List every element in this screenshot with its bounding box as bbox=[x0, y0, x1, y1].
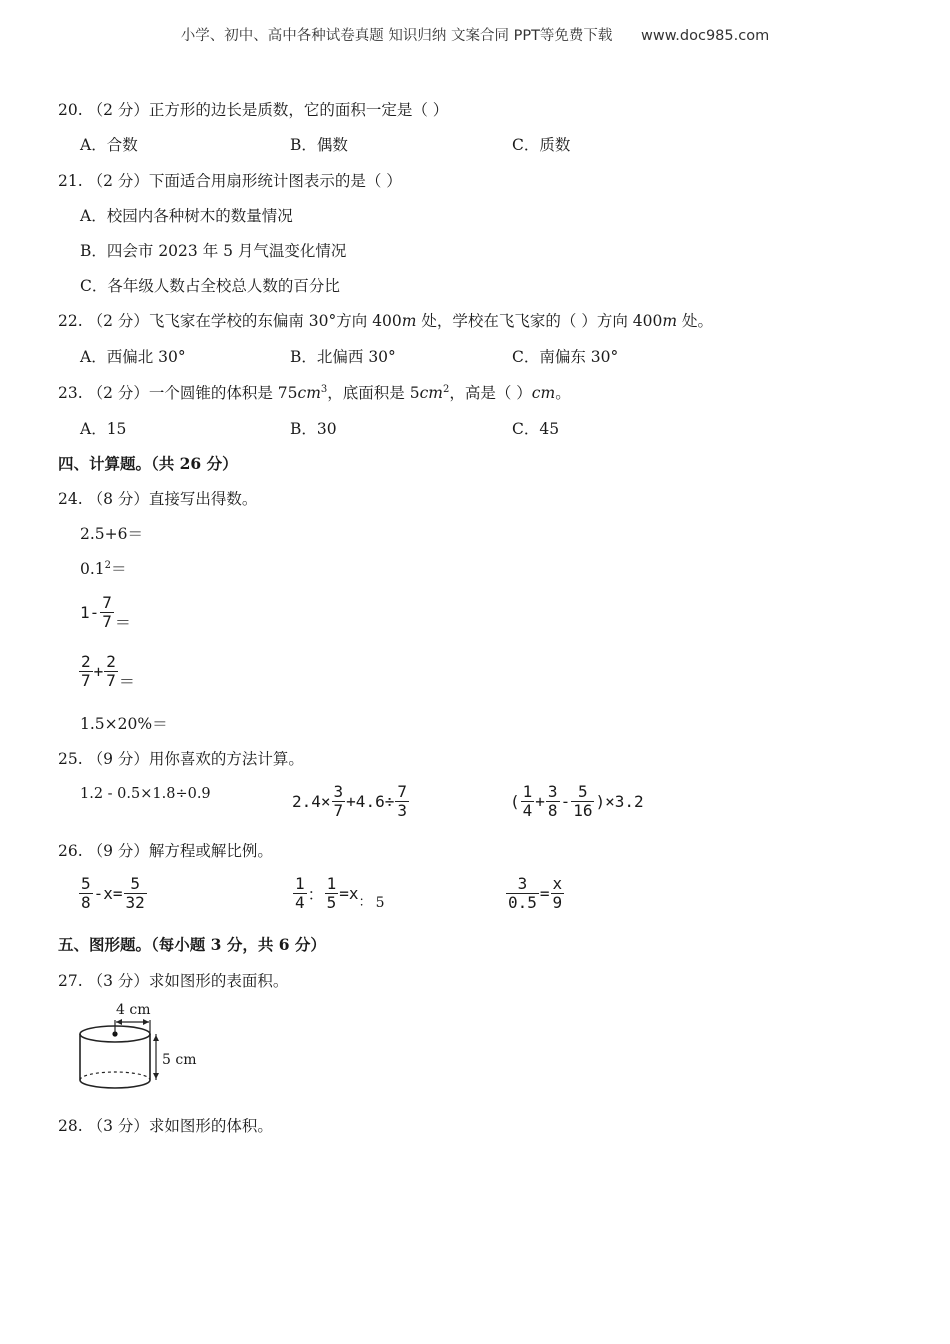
fraction-numerator: x bbox=[552, 874, 563, 893]
q27-stem: 27. （3 分）求如图形的表面积。 bbox=[58, 972, 289, 990]
q26-eq2-colon-2: ： bbox=[358, 895, 372, 910]
fraction-denominator: 7 bbox=[106, 671, 116, 690]
q25-expr-1: 1.2 - 0.5×1.8÷0.9 bbox=[80, 786, 211, 802]
q23-option-b: B．30 bbox=[290, 420, 337, 438]
q28-stem: 28. （3 分）求如图形的体积。 bbox=[58, 1117, 273, 1135]
fraction-numerator: 5 bbox=[578, 782, 588, 801]
q26-eq2-last: 5 bbox=[375, 894, 385, 911]
q25-expr-2-part1: 2.4× bbox=[292, 792, 331, 811]
fraction-denominator: 7 bbox=[333, 801, 344, 820]
q25-expr-2-fraction-2 bbox=[395, 783, 409, 820]
fraction-denominator: 0.5 bbox=[508, 893, 537, 912]
q24-expr-2 bbox=[80, 559, 127, 579]
fraction-denominator: 9 bbox=[552, 893, 563, 912]
q22-option-c: C．南偏东 30° bbox=[512, 348, 619, 366]
q21-option-c: C．各年级人数占全校总人数的百分比 bbox=[80, 277, 340, 295]
q25-expr-3-operator-2: - bbox=[560, 792, 571, 811]
q26-equation-2 bbox=[292, 875, 385, 912]
label-radius: 4 cm bbox=[116, 1002, 151, 1018]
fraction-numerator: 7 bbox=[102, 593, 112, 612]
q24-expr-3-fraction bbox=[100, 594, 114, 631]
q23-option-c: C．45 bbox=[512, 420, 560, 438]
q23-power2: 2 bbox=[442, 384, 450, 395]
q24-expr-4-eq: ＝ bbox=[118, 672, 135, 691]
q23-stem-part3: ，高是（ ） bbox=[449, 384, 532, 402]
q24-expr-4-operator: + bbox=[93, 662, 104, 681]
fraction-numerator: 2 bbox=[106, 652, 116, 671]
q25-stem: 25. （9 分）用你喜欢的方法计算。 bbox=[58, 750, 304, 768]
q25-expr-2-fraction-1 bbox=[332, 783, 346, 820]
cylinder-bottom-back bbox=[80, 1072, 150, 1080]
q26-eq2-fraction-1 bbox=[293, 875, 307, 912]
q21-stem: 21. （2 分）下面适合用扇形统计图表示的是（ ） bbox=[58, 172, 402, 190]
q22-unit2: m bbox=[662, 312, 678, 330]
fraction-numerator: 1 bbox=[522, 782, 533, 801]
fraction-denominator: 8 bbox=[547, 801, 558, 820]
fraction-numerator: 3 bbox=[547, 782, 558, 801]
q24-expr-2-base: 0.1 bbox=[80, 560, 105, 578]
header-text: 小学、初中、高中各种试卷真题 知识归纳 文案合同 PPT等免费下载 bbox=[180, 28, 613, 44]
q20-option-a: A．合数 bbox=[80, 136, 138, 154]
label-height: 5 cm bbox=[162, 1052, 197, 1068]
q22-stem-part2: 处，学校在飞飞家的（ ）方向 400 bbox=[416, 312, 663, 330]
q20-stem: 20. （2 分）正方形的边长是质数，它的面积一定是（ ） bbox=[58, 101, 449, 119]
q26-eq3-fraction-2 bbox=[551, 875, 565, 912]
fraction-denominator: 3 bbox=[397, 801, 407, 820]
section-4-title: 四、计算题。（共 26 分） bbox=[58, 454, 238, 473]
q24-expr-5: 1.5×20%＝ bbox=[80, 715, 168, 733]
q22-stem-part3: 处。 bbox=[677, 312, 713, 330]
q26-equation-1 bbox=[78, 875, 148, 912]
header-url[interactable]: www.doc985.com bbox=[641, 28, 770, 44]
q24-expr-1: 2.5+6＝ bbox=[80, 525, 143, 543]
section-5-title: 五、图形题。（每小题 3 分，共 6 分） bbox=[58, 935, 326, 954]
q26-eq2-fraction-2 bbox=[325, 875, 339, 912]
q24-expr-2-power: 2 bbox=[104, 560, 112, 571]
q24-expr-3-left: 1- bbox=[80, 603, 100, 622]
q24-expr-4-fraction-1 bbox=[79, 653, 93, 690]
q22-stem-part1: 22. （2 分）飞飞家在学校的东偏南 30°方向 400 bbox=[58, 312, 402, 330]
q22-option-a: A．西偏北 30° bbox=[80, 348, 186, 366]
q26-eq3-fraction-1 bbox=[506, 875, 539, 912]
q25-expr-3-operator-1: + bbox=[535, 792, 545, 811]
q25-expr-3-fraction-1 bbox=[521, 783, 535, 820]
q24-stem: 24. （8 分）直接写出得数。 bbox=[58, 490, 258, 508]
q25-expr-3 bbox=[510, 783, 644, 820]
fraction-denominator: 7 bbox=[102, 612, 112, 631]
q23-unit1: cm bbox=[297, 384, 321, 402]
q25-expr-2-part2: +4.6÷ bbox=[346, 792, 395, 811]
q24-expr-4 bbox=[78, 651, 135, 692]
fraction-numerator: 3 bbox=[333, 782, 344, 801]
q25-expr-3-fraction-2 bbox=[546, 783, 560, 820]
q23-option-a: A．15 bbox=[80, 420, 127, 438]
q26-eq2-equals: =x bbox=[339, 884, 359, 903]
fraction-numerator: 2 bbox=[81, 652, 91, 671]
height-arrowhead-top bbox=[153, 1035, 159, 1041]
q24-expr-3 bbox=[80, 592, 131, 633]
q23-stem-part4: 。 bbox=[555, 384, 571, 402]
q23-unit2: cm bbox=[419, 384, 443, 402]
q20-option-b: B．偶数 bbox=[290, 136, 348, 154]
q21-option-a: A．校园内各种树木的数量情况 bbox=[80, 207, 293, 225]
q25-expr-3-fraction-3 bbox=[571, 783, 594, 820]
q26-eq1-middle: -x= bbox=[93, 884, 123, 903]
q24-expr-2-eq: ＝ bbox=[111, 560, 127, 578]
q23-unit3: cm bbox=[531, 384, 556, 402]
q26-eq3-equals: = bbox=[539, 884, 550, 903]
q22-option-b: B．北偏西 30° bbox=[290, 348, 396, 366]
fraction-denominator: 4 bbox=[522, 801, 533, 820]
q24-expr-4-fraction-2 bbox=[104, 653, 118, 690]
q23-stem-part2: ，底面积是 5 bbox=[327, 384, 420, 402]
q26-eq2-colon-1: ： bbox=[307, 885, 324, 904]
q23-stem bbox=[58, 383, 571, 403]
q24-expr-3-eq: ＝ bbox=[114, 613, 131, 632]
fraction-numerator: 1 bbox=[295, 874, 305, 893]
fraction-numerator: 1 bbox=[326, 874, 337, 893]
fraction-denominator: 7 bbox=[81, 671, 91, 690]
page-header bbox=[0, 24, 950, 45]
fraction-numerator: 5 bbox=[81, 874, 91, 893]
q22-stem bbox=[58, 311, 713, 331]
cylinder-bottom-front bbox=[80, 1080, 150, 1088]
q26-eq1-fraction-2 bbox=[124, 875, 147, 912]
fraction-numerator: 7 bbox=[397, 782, 407, 801]
height-arrowhead-bottom bbox=[153, 1073, 159, 1079]
q21-option-b: B．四会市 2023 年 5 月气温变化情况 bbox=[80, 242, 347, 260]
q25-expr-3-open: ( bbox=[510, 792, 520, 811]
fraction-denominator: 8 bbox=[81, 893, 91, 912]
q26-eq1-fraction-1 bbox=[79, 875, 93, 912]
q26-equation-3 bbox=[505, 875, 565, 912]
q25-expr-3-close: )×3.2 bbox=[595, 792, 644, 811]
q20-option-c: C．质数 bbox=[512, 136, 571, 154]
fraction-numerator: 5 bbox=[130, 874, 140, 893]
fraction-denominator: 16 bbox=[573, 801, 593, 820]
fraction-denominator: 5 bbox=[326, 893, 337, 912]
q22-unit1: m bbox=[401, 312, 417, 330]
q25-expr-2 bbox=[292, 783, 410, 820]
fraction-numerator: 3 bbox=[517, 874, 528, 893]
q26-stem: 26. （9 分）解方程或解比例。 bbox=[58, 842, 273, 860]
fraction-denominator: 32 bbox=[125, 893, 145, 912]
q23-stem-part1: 23. （2 分）一个圆锥的体积是 75 bbox=[58, 384, 298, 402]
q23-power1: 3 bbox=[320, 384, 328, 395]
fraction-denominator: 4 bbox=[295, 893, 305, 912]
